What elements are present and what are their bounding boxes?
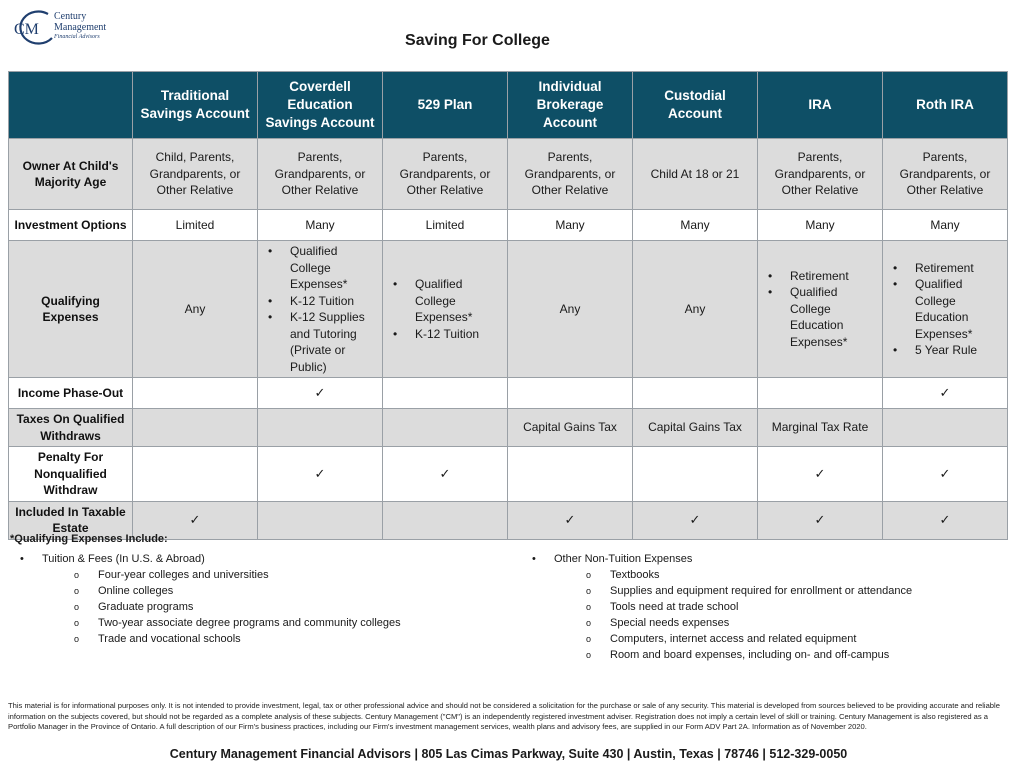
footer-contact: Century Management Financial Advisors | 805 Las Cimas Parkway, Suite 430 | Austin, Texas | 78746 | 512-329-0050 — [169, 747, 848, 761]
list-item: • Qualified College Expenses* — [266, 243, 378, 293]
column-header: Traditional Savings Account — [133, 72, 258, 139]
list-item: • Tuition & Fees (In U.S. & Abroad) — [18, 551, 401, 567]
table-cell: Many — [258, 210, 383, 241]
table-cell — [133, 409, 258, 447]
list-item: o Special needs expenses — [530, 615, 912, 631]
table-cell: Many — [633, 210, 758, 241]
column-header: Custodial Account — [633, 72, 758, 139]
table-cell: Capital Gains Tax — [633, 409, 758, 447]
comparison-table — [8, 71, 1008, 540]
list-item: • K-12 Tuition — [266, 293, 378, 310]
table-cell — [258, 409, 383, 447]
column-header: IRA — [758, 72, 883, 139]
table-cell: Many — [883, 210, 1008, 241]
list-item: o Graduate programs — [18, 599, 401, 615]
table-cell: Any — [508, 241, 633, 378]
row-label: Income Phase-Out — [9, 378, 133, 409]
checkmark-icon: ✓ — [133, 501, 258, 539]
table-cell: Many — [508, 210, 633, 241]
list-item: o Trade and vocational schools — [18, 631, 401, 647]
column-header: Roth IRA — [883, 72, 1008, 139]
disclaimer-text: This material is for informational purposes only. It is not intended to provide investment, legal, tax or other professional advice and should not be considered a solicitation for the purchase or sale of any security. This material is developed from sources believed to be providing accurate and reliable information on the subjects covered, but should not be regarded as a complete analysis of these subjects. Century Management ("CM") is an independently registered investment adviser. Registration does not imply a certain level of skill or training. Century Management is also registered as a Portfolio Manager in the Province of Ontario. A full description of our Firm's business practices, including our Firm's investment management services, wealth plans and advisory fees, are supplied in our Form ADV Part 2A. Information as of November 2020. — [8, 701, 1000, 732]
table-cell: Parents, Grandparents, or Other Relative — [383, 139, 508, 210]
logo-initials: CM — [14, 21, 39, 38]
table-row — [9, 139, 1008, 210]
table-cell — [758, 378, 883, 409]
checkmark-icon: ✓ — [883, 501, 1008, 539]
table-cell — [383, 241, 508, 378]
notes-left-column — [18, 551, 401, 647]
list-item: o Four-year colleges and universities — [18, 567, 401, 583]
list-item: • Retirement — [766, 268, 878, 285]
checkmark-icon: ✓ — [383, 447, 508, 502]
row-label: Owner At Child's Majority Age — [9, 139, 133, 210]
column-header: 529 Plan — [383, 72, 508, 139]
logo-tagline: Financial Advisors — [54, 34, 100, 40]
table-row — [9, 378, 1008, 409]
checkmark-icon: ✓ — [758, 501, 883, 539]
table-cell — [883, 409, 1008, 447]
logo-name-line2: Management — [54, 22, 107, 33]
table-cell — [758, 241, 883, 378]
table-cell — [508, 378, 633, 409]
list-item: o Computers, internet access and related equipment — [530, 631, 912, 647]
checkmark-icon: ✓ — [508, 501, 633, 539]
table-cell — [633, 378, 758, 409]
table-row — [9, 241, 1008, 378]
row-label: Included In Taxable Estate — [9, 501, 133, 539]
row-label: Penalty For Nonqualified Withdraw — [9, 447, 133, 502]
table-cell: Any — [633, 241, 758, 378]
list-item: • Qualified College Education Expenses* — [891, 276, 1003, 342]
coverdell-expense-list — [262, 243, 378, 375]
page-title: Saving For College — [405, 32, 550, 49]
table-cell: Many — [758, 210, 883, 241]
table-cell: Parents, Grandparents, or Other Relative — [883, 139, 1008, 210]
checkmark-icon: ✓ — [633, 501, 758, 539]
table-cell: Limited — [133, 210, 258, 241]
table-cell — [133, 378, 258, 409]
list-item: o Room and board expenses, including on- and off-campus — [530, 647, 912, 663]
column-header: Individual Brokerage Account — [508, 72, 633, 139]
row-label: Investment Options — [9, 210, 133, 241]
roth-expense-list — [887, 260, 1003, 359]
table-cell: Parents, Grandparents, or Other Relative — [508, 139, 633, 210]
table-row — [9, 409, 1008, 447]
table-cell: Capital Gains Tax — [508, 409, 633, 447]
list-item: • K-12 Tuition — [391, 326, 503, 343]
table-cell: Marginal Tax Rate — [758, 409, 883, 447]
table-row — [9, 210, 1008, 241]
table-header-row — [9, 72, 1008, 139]
list-item: o Textbooks — [530, 567, 912, 583]
table-cell — [633, 447, 758, 502]
checkmark-icon: ✓ — [883, 447, 1008, 502]
table-cell — [133, 447, 258, 502]
table-cell — [883, 241, 1008, 378]
table-cell — [508, 447, 633, 502]
checkmark-icon: ✓ — [758, 447, 883, 502]
table-cell: Parents, Grandparents, or Other Relative — [758, 139, 883, 210]
notes-title: *Qualifying Expenses Include: — [10, 533, 168, 545]
qualifying-expenses-notes — [10, 533, 1010, 661]
checkmark-icon: ✓ — [258, 447, 383, 502]
list-item: • Retirement — [891, 260, 1003, 277]
checkmark-icon: ✓ — [883, 378, 1008, 409]
list-item: o Supplies and equipment required for enrollment or attendance — [530, 583, 912, 599]
list-item: • K-12 Supplies and Tutoring (Private or Public) — [266, 309, 378, 375]
table-cell — [383, 378, 508, 409]
ira-expense-list — [762, 268, 878, 351]
table-cell — [258, 241, 383, 378]
plan529-expense-list — [387, 276, 503, 342]
list-item: • Other Non-Tuition Expenses — [530, 551, 912, 567]
table-cell: Child At 18 or 21 — [633, 139, 758, 210]
notes-right-column — [530, 551, 912, 663]
list-item: o Tools need at trade school — [530, 599, 912, 615]
header-corner — [9, 72, 133, 139]
list-item: • Qualified College Expenses* — [391, 276, 503, 326]
table-cell — [383, 409, 508, 447]
list-item: o Two-year associate degree programs and community colleges — [18, 615, 401, 631]
list-item: • Qualified College Education Expenses* — [766, 284, 878, 350]
table-cell: Parents, Grandparents, or Other Relative — [258, 139, 383, 210]
column-header: Coverdell Education Savings Account — [258, 72, 383, 139]
checkmark-icon: ✓ — [258, 378, 383, 409]
table-cell: Any — [133, 241, 258, 378]
table-cell: Limited — [383, 210, 508, 241]
row-label: Qualifying Expenses — [9, 241, 133, 378]
table-cell: Child, Parents, Grandparents, or Other Relative — [133, 139, 258, 210]
list-item: o Online colleges — [18, 583, 401, 599]
list-item: • 5 Year Rule — [891, 342, 1003, 359]
row-label: Taxes On Qualified Withdraws — [9, 409, 133, 447]
logo-name-line1: Century — [54, 11, 87, 22]
table-row — [9, 447, 1008, 502]
